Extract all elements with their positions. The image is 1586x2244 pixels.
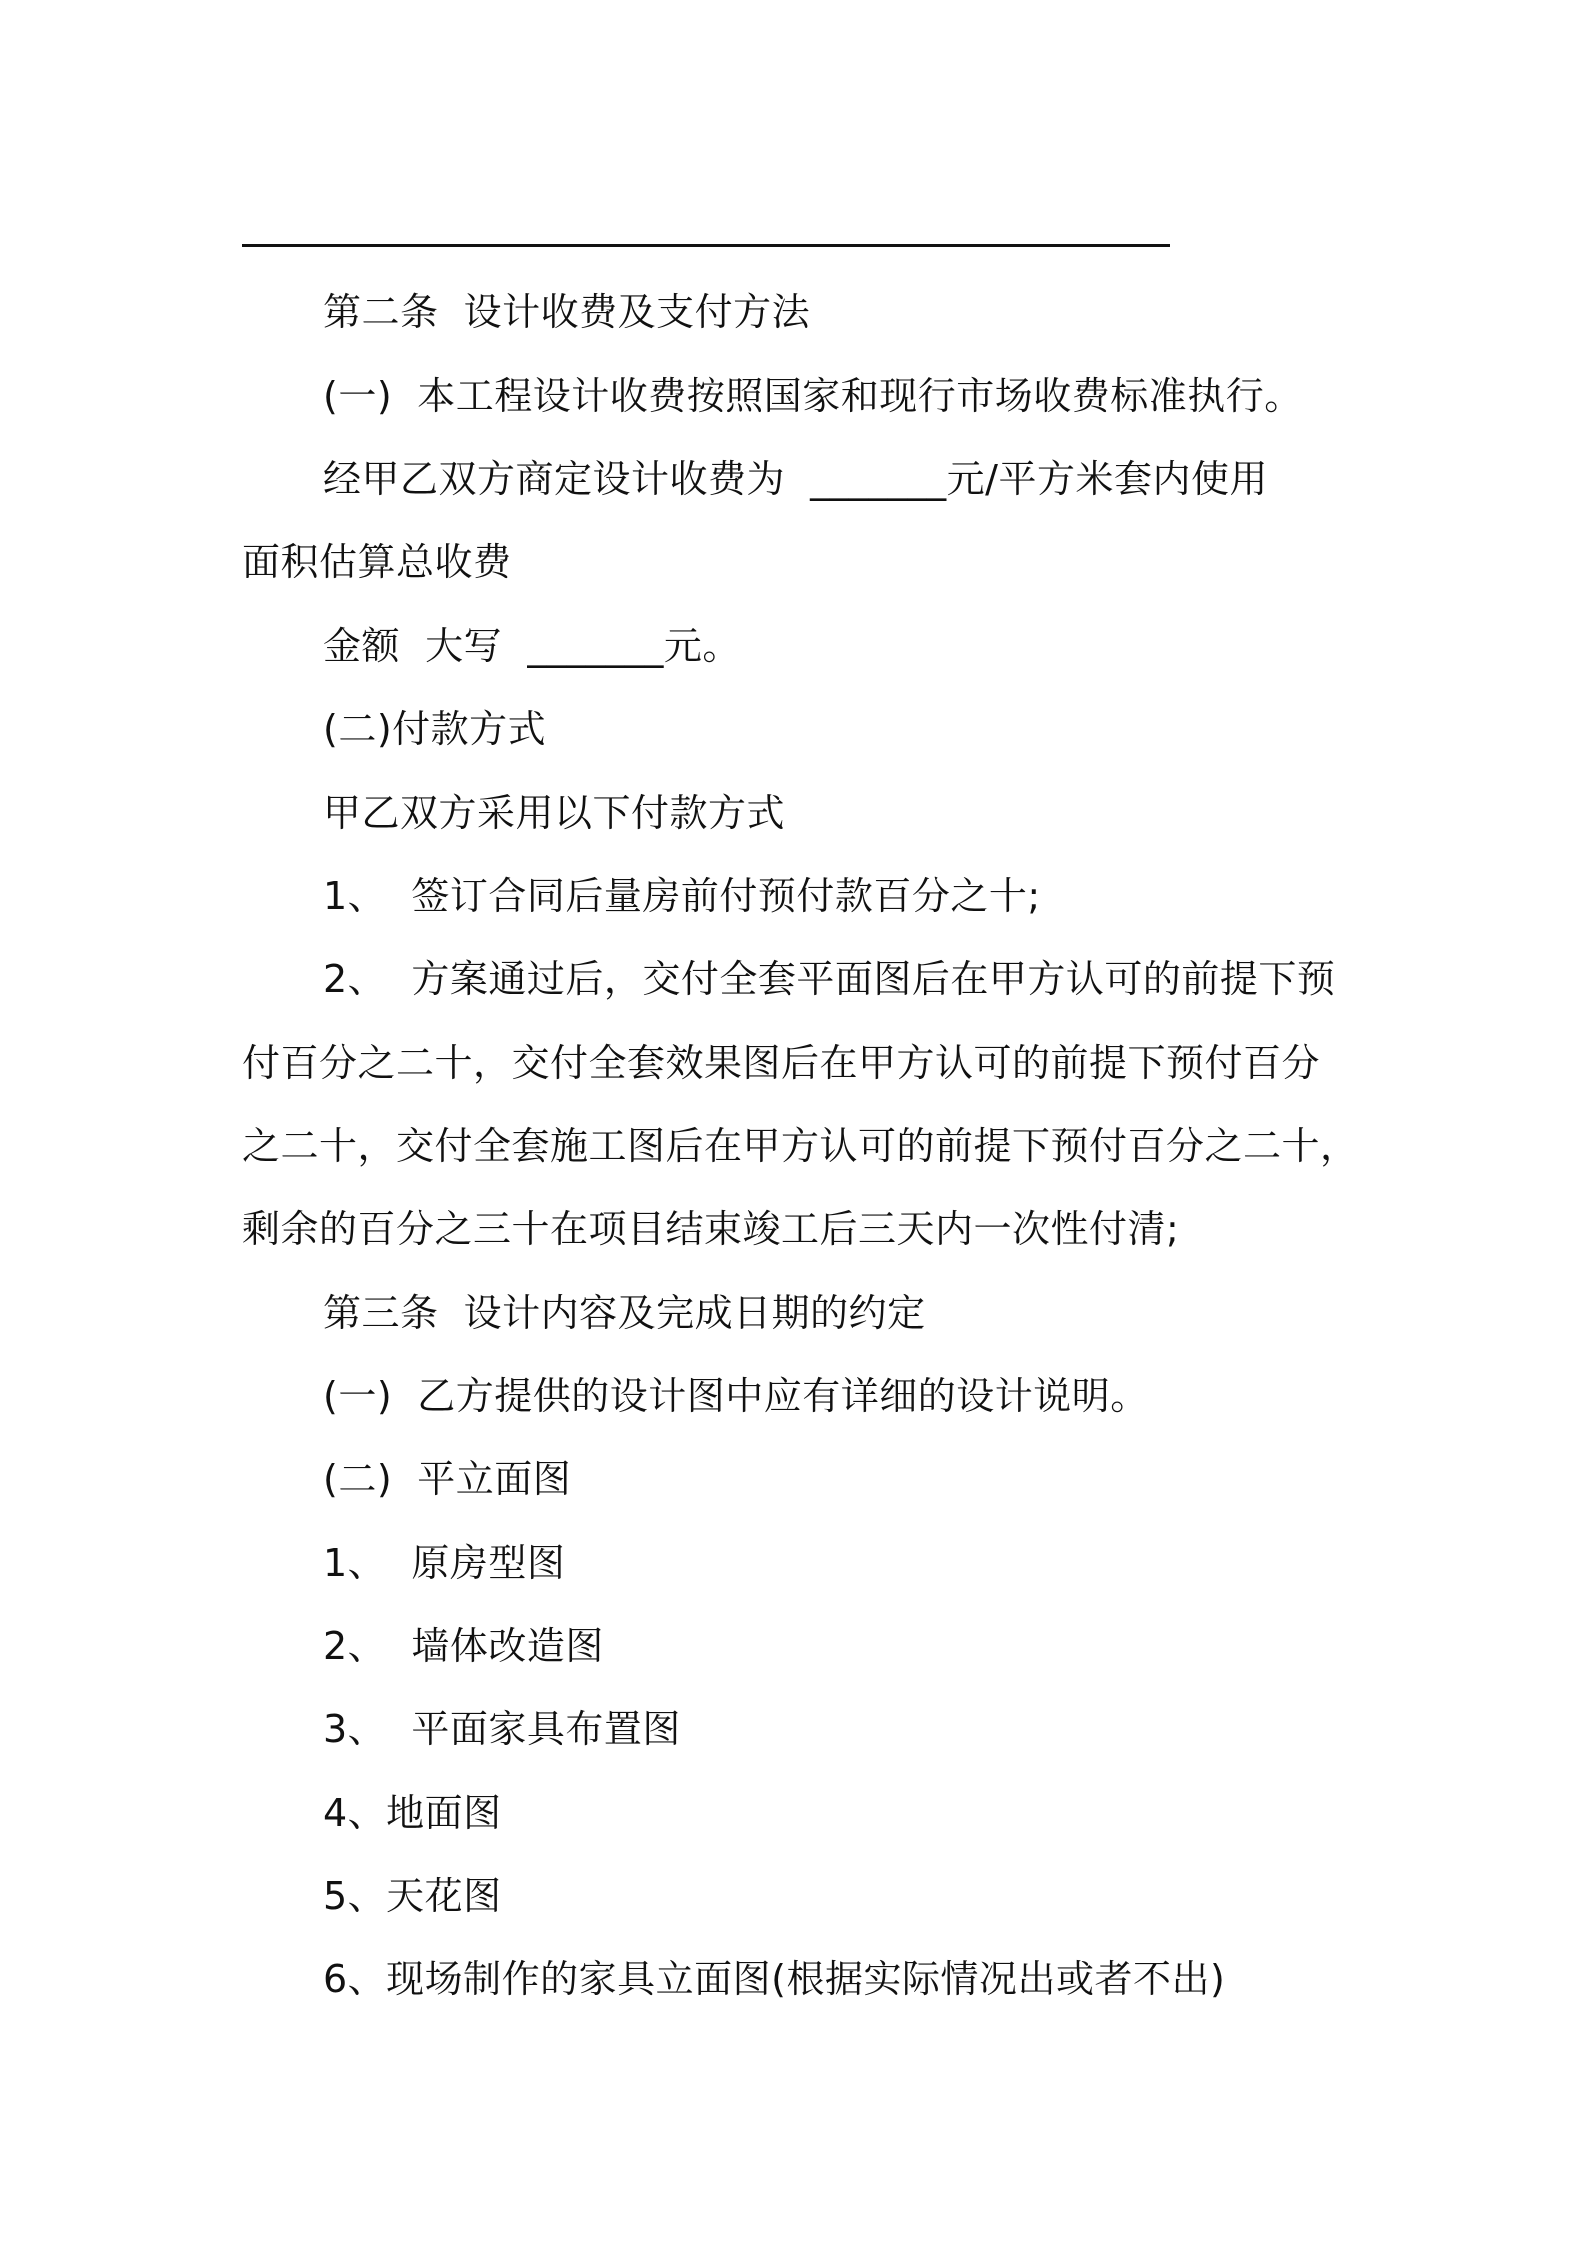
total-amount-line: 金额 大写 _______元。 xyxy=(323,624,741,668)
fee-rate-line-continued: 面积估算总收费 xyxy=(242,540,512,584)
drawing-item-5: 5、天花图 xyxy=(323,1874,502,1918)
drawing-item-2: 2、 墙体改造图 xyxy=(323,1624,604,1668)
clause-2-2-heading: (二)付款方式 xyxy=(323,707,547,751)
payment-item-2-cont-3: 剩余的百分之三十在项目结束竣工后三天内一次性付清; xyxy=(242,1207,1180,1251)
drawing-item-4: 4、地面图 xyxy=(323,1791,502,1835)
drawing-item-3: 3、 平面家具布置图 xyxy=(323,1707,681,1751)
payment-method-intro: 甲乙双方采用以下付款方式 xyxy=(323,791,786,835)
fee-rate-line: 经甲乙双方商定设计收费为 _______元/平方米套内使用 xyxy=(323,457,1268,501)
payment-item-2: 2、 方案通过后，交付全套平面图后在甲方认可的前提下预 xyxy=(323,957,1336,1001)
article-2-heading: 第二条 设计收费及支付方法 xyxy=(323,290,811,334)
article-3-heading: 第三条 设计内容及完成日期的约定 xyxy=(323,1291,926,1335)
clause-2-1: (一) 本工程设计收费按照国家和现行市场收费标准执行。 xyxy=(323,374,1303,418)
payment-item-1: 1、 签订合同后量房前付预付款百分之十; xyxy=(323,874,1041,918)
payment-item-2-cont-1: 付百分之二十，交付全套效果图后在甲方认可的前提下预付百分 xyxy=(242,1041,1321,1085)
top-divider-line xyxy=(242,244,1170,247)
clause-3-2-heading: (二) 平立面图 xyxy=(323,1457,572,1501)
drawing-item-1: 1、 原房型图 xyxy=(323,1541,566,1585)
clause-3-1: (一) 乙方提供的设计图中应有详细的设计说明。 xyxy=(323,1374,1149,1418)
drawing-item-6: 6、现场制作的家具立面图(根据实际情况出或者不出) xyxy=(323,1957,1226,2001)
payment-item-2-cont-2: 之二十，交付全套施工图后在甲方认可的前提下预付百分之二十， xyxy=(242,1124,1359,1168)
